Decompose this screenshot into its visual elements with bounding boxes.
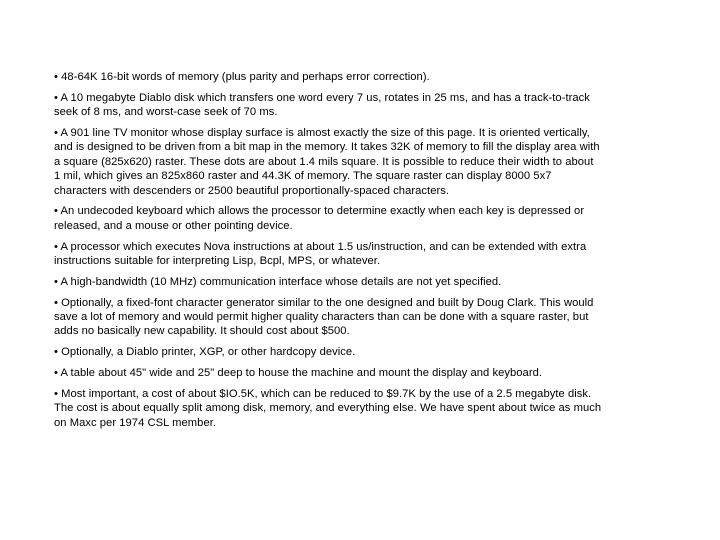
bullet-item-printer: • Optionally, a Diablo printer, XGP, or other hardcopy device. xyxy=(54,346,356,359)
bullet-item-keyboard: • An undecoded keyboard which allows the processor to determine exactly when each key is depressed or released, and a mouse or other pointing device. xyxy=(54,205,585,232)
document-page xyxy=(54,70,602,436)
bullet-item-disk: • A 10 megabyte Diablo disk which transfers one word every 7 us, rotates in 25 ms, and has a track-to-track seek of 8 ms, and worst-case seek of 70 ms. xyxy=(54,91,590,119)
bullet-item-communication: • A high-bandwidth (10 MHz) communication interface whose details are not yet specified. xyxy=(54,275,502,288)
bullet-item-processor: • A processor which executes Nova instructions at about 1.5 us/instruction, and can be extended with extra instructions suitable for interpreting Lisp, Bcpl, MPS, or whatever. xyxy=(54,240,587,268)
bullet-item-monitor: • A 901 line TV monitor whose display surface is almost exactly the size of this page. It is oriented vertically, and is designed to be driven from a bit map in the memory. It takes 32K of memory to fill the display area with a square (825x620) raster. These dots are about 1.4 mils square. It is possible to reduce their width to about 1 mil, which gives an 825x860 raster and 44.3K of memory. The square raster can display 8000 5x7 characters with descenders or 2500 beautiful proportionally-spaced characters. xyxy=(54,127,600,197)
bullet-item-cost: • Most important, a cost of about $IO.5K, which can be reduced to $9.7K by the use of a 2.5 megabyte disk. The cost is about equally split among disk, memory, and everything else. We have spent about twice as much on Maxc per 1974 CSL member. xyxy=(54,387,602,429)
bullet-item-character-generator: • Optionally, a fixed-font character generator similar to the one designed and built by Doug Clark. This would save a lot of memory and would permit higher quality characters than can be done with a square raster, but adds no basically new capability. It should cost about $500. xyxy=(54,296,594,338)
bullet-item-memory: • 48-64K 16-bit words of memory (plus parity and perhaps error correction). xyxy=(54,71,430,83)
bullet-item-table: • A table about 45" wide and 25" deep to house the machine and mount the display and keyboard. xyxy=(54,367,543,380)
